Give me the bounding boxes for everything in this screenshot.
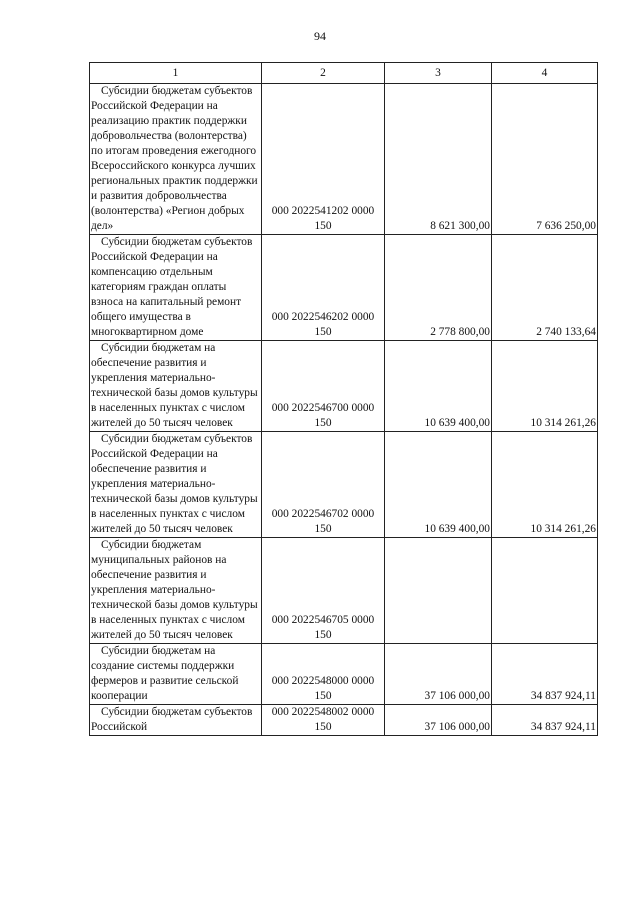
column-header: 1 [90,63,262,84]
row-value-col4: 10 314 261,26 [492,341,598,432]
table-row [90,432,598,538]
table-row [90,538,598,644]
row-value-col4 [492,538,598,644]
row-value-col4: 34 837 924,11 [492,705,598,736]
row-name: Субсидии бюджетам муниципальных районов на обеспечение развития и укрепления материально-технической базы домов культуры в населенных пунктах с числом жителей до 50 тысяч человек [90,538,262,644]
row-value-col3: 10 639 400,00 [385,341,492,432]
row-value-col3: 10 639 400,00 [385,432,492,538]
row-value-col4: 7 636 250,00 [492,84,598,235]
row-name: Субсидии бюджетам субъектов Российской Федерации на обеспечение развития и укрепления материально-технической базы домов культуры в населенных пунктах с числом жителей до 50 тысяч человек [90,432,262,538]
budget-table [89,62,598,736]
row-name: Субсидии бюджетам на обеспечение развития и укрепления материально-технической базы домов культуры в населенных пунктах с числом жителей до 50 тысяч человек [90,341,262,432]
page-number: 94 [314,29,326,43]
row-value-col4: 10 314 261,26 [492,432,598,538]
table-header-row [90,63,598,84]
table-row [90,705,598,736]
row-value-col3: 37 106 000,00 [385,705,492,736]
row-name: Субсидии бюджетам субъектов Российской Федерации на компенсацию отдельным категориям граждан оплаты взноса на капитальный ремонт общего имущества в многоквартирном доме [90,235,262,341]
row-code: 000 2022546700 0000 150 [262,341,385,432]
row-value-col3: 2 778 800,00 [385,235,492,341]
table-row [90,84,598,235]
table-row [90,235,598,341]
row-code: 000 2022548000 0000 150 [262,644,385,705]
column-header: 2 [262,63,385,84]
row-code: 000 2022546705 0000 150 [262,538,385,644]
row-value-col4: 2 740 133,64 [492,235,598,341]
column-header: 4 [492,63,598,84]
row-value-col4: 34 837 924,11 [492,644,598,705]
row-code: 000 2022546702 0000 150 [262,432,385,538]
row-code: 000 2022541202 0000 150 [262,84,385,235]
row-name: Субсидии бюджетам на создание системы поддержки фермеров и развитие сельской кооперации [90,644,262,705]
row-value-col3 [385,538,492,644]
row-code: 000 2022548002 0000 150 [262,705,385,736]
table-row [90,644,598,705]
row-name: Субсидии бюджетам субъектов Российской Федерации на реализацию практик поддержки добровольчества (волонтерства) по итогам проведения ежегодного Всероссийского конкурса лучших региональных практик поддержки и развития добровольчества (волонтерства) «Регион добрых дел» [90,84,262,235]
column-header: 3 [385,63,492,84]
row-value-col3: 37 106 000,00 [385,644,492,705]
row-name: Субсидии бюджетам субъектов Российской [90,705,262,736]
table-row [90,341,598,432]
row-code: 000 2022546202 0000 150 [262,235,385,341]
row-value-col3: 8 621 300,00 [385,84,492,235]
